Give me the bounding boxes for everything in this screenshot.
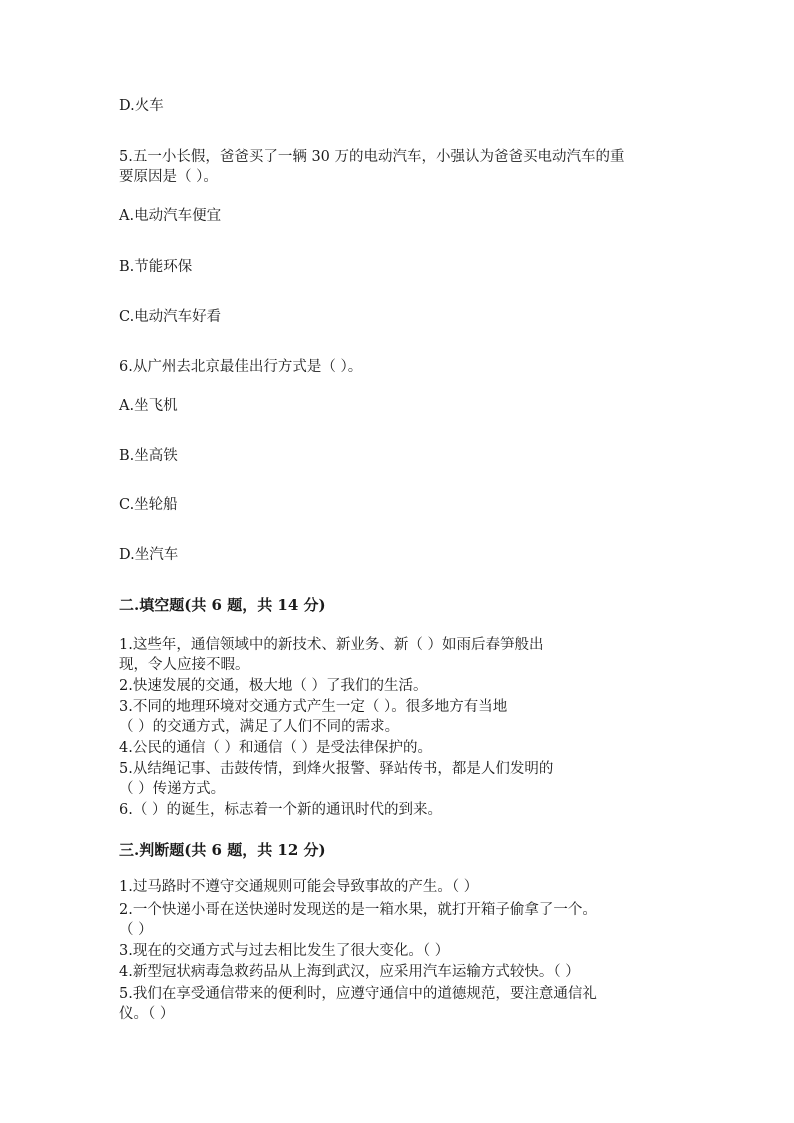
fill-blank-heading: 二.填空题(共 6 题，共 14 分) (119, 596, 326, 614)
q6-stem: 6.从广州去北京最佳出行方式是（ ）。 (119, 359, 363, 375)
fill-blank-line: 5.从结绳记事、击鼓传情，到烽火报警、驿站传书，都是人们发明的 (119, 761, 554, 777)
fill-blank-line: 2.快速发展的交通，极大地（ ）了我们的生活。 (119, 678, 428, 694)
q6-option-b: B.坐高铁 (119, 448, 178, 464)
true-false-line: 5.我们在享受通信带来的便利时，应遵守通信中的道德规范，要注意通信礼 (119, 986, 597, 1002)
fill-blank-line: 3.不同的地理环境对交通方式产生一定（ ）。很多地方有当地 (119, 699, 508, 715)
q5-option-c: C.电动汽车好看 (119, 309, 222, 325)
q5-stem-line-2: 要原因是（ ）。 (119, 169, 218, 185)
q5-stem-line-1: 5.五一小长假，爸爸买了一辆 30 万的电动汽车，小强认为爸爸买电动汽车的重 (119, 149, 625, 165)
true-false-heading: 三.判断题(共 6 题，共 12 分) (119, 841, 326, 859)
fill-blank-line: 1.这些年，通信领域中的新技术、新业务、新（ ）如雨后春笋般出 (119, 637, 544, 653)
fill-blank-line: 现，令人应接不暇。 (119, 657, 250, 673)
true-false-line: （ ） (119, 922, 153, 938)
fill-blank-line: （ ）的交通方式，满足了人们不同的需求。 (119, 719, 400, 735)
true-false-line: 3.现在的交通方式与过去相比发生了很大变化。（ ） (119, 943, 450, 959)
q4-option-d: D.火车 (119, 98, 164, 114)
true-false-line: 4.新型冠状病毒急救药品从上海到武汉，应采用汽车运输方式较快。（ ） (119, 964, 580, 980)
fill-blank-line: 6.（ ）的诞生，标志着一个新的通讯时代的到来。 (119, 802, 442, 818)
q5-option-b: B.节能环保 (119, 259, 193, 275)
true-false-line: 仪。（ ） (119, 1006, 175, 1022)
q6-option-c: C.坐轮船 (119, 497, 178, 513)
q6-option-a: A.坐飞机 (119, 398, 178, 414)
q5-option-a: A.电动汽车便宜 (119, 208, 222, 224)
q6-option-d: D.坐汽车 (119, 547, 179, 563)
true-false-line: 2.一个快递小哥在送快递时发现送的是一箱水果，就打开箱子偷拿了一个。 (119, 902, 597, 918)
fill-blank-line: （ ）传递方式。 (119, 781, 226, 797)
fill-blank-line: 4.公民的通信（ ）和通信（ ）是受法律保护的。 (119, 740, 433, 756)
true-false-line: 1.过马路时不遵守交通规则可能会导致事故的产生。（ ） (119, 879, 479, 895)
